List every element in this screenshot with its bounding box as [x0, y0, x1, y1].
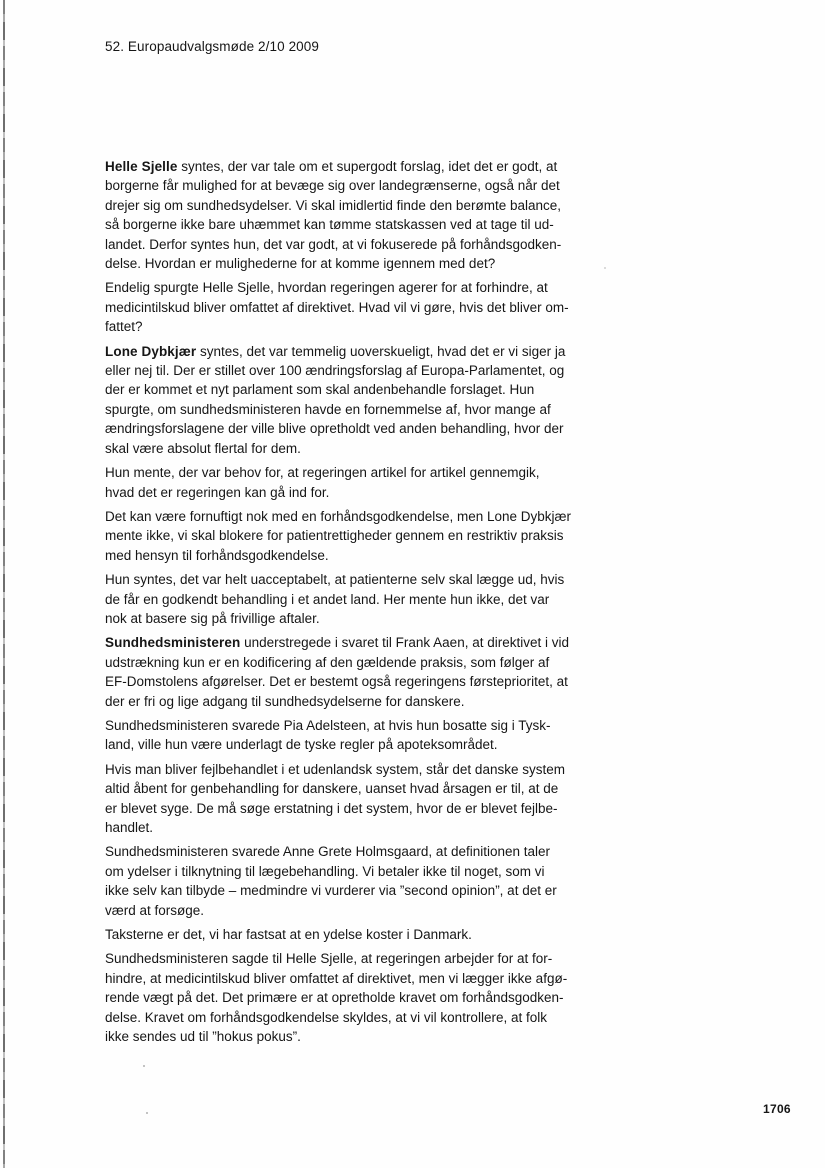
text-line: Endelig spurgte Helle Sjelle, hvordan regeringen agerer for at forhindre, at [105, 280, 548, 296]
text-line: spurgte, om sundhedsministeren havde en fornemmelse af, hvor mange af [105, 401, 551, 417]
paragraph [105, 716, 645, 755]
text-line: nok at basere sig på frivillige aftaler. [105, 610, 320, 626]
text-line: EF-Domstolens afgørelser. Det er bestemt også regeringens førsteprioritet, at [105, 674, 568, 690]
text-line: Taksterne er det, vi har fastsat at en ydelse koster i Danmark. [105, 927, 472, 943]
paragraph [105, 507, 645, 565]
text-line: ændringsforslagene der ville blive opretholdt ved anden behandling, hvor der [105, 421, 564, 437]
text-line: der er fri og lige adgang til sundhedsydelserne for danskere. [105, 693, 465, 709]
text-line: hvad det er regeringen kan gå ind for. [105, 484, 330, 500]
text-line: ikke sendes ud til ”hokus pokus”. [105, 1029, 301, 1045]
text-line: eller nej til. Der er stillet over 100 ændringsforslag af Europa-Parlamentet, og [105, 363, 565, 379]
speaker-name: Sundhedsministeren [105, 635, 241, 651]
text-line: værd at forsøge. [105, 902, 205, 918]
text-line: Sundhedsministeren sagde til Helle Sjelle, at regeringen arbejder for at for- [105, 951, 553, 967]
text-line: Hun mente, der var behov for, at regeringen artikel for artikel gennemgik, [105, 465, 540, 481]
text-line: Sundhedsministeren understregede i svaret til Frank Aaen, at direktivet i vid [105, 635, 569, 651]
scan-speck [604, 267, 606, 269]
text-line: Det kan være fornuftigt nok med en forhåndsgodkendelse, men Lone Dybkjær [105, 508, 572, 524]
page-header: 52. Europaudvalgsmøde 2/10 2009 [105, 39, 319, 54]
text-line: ikke selv kan tilbyde – medmindre vi vurderer via ”second opinion”, at det er [105, 883, 557, 899]
text-line: landet. Derfor syntes hun, det var godt, at vi fokuserede på forhåndsgodken- [105, 236, 562, 252]
text-line: hindre, at medicintilskud bliver omfattet af direktivet, men vi lægger ikke afgø- [105, 970, 568, 986]
text-line: medicintilskud bliver omfattet af direktivet. Hvad vil vi gøre, hvis det bliver om- [105, 299, 569, 315]
paragraph [105, 278, 645, 336]
text-line: der er kommet et nyt parlament som skal andenbehandle forslaget. Hun [105, 382, 535, 398]
text-line: Helle Sjelle syntes, der var tale om et supergodt forslag, idet det er godt, at [105, 159, 558, 174]
text-line: om ydelser i tilknytning til lægebehandling. Vi betaler ikke til noget, som vi [105, 863, 545, 879]
page-number: 1706 [763, 1102, 791, 1116]
text-line: Sundhedsministeren svarede Anne Grete Holmsgaard, at definitionen taler [105, 844, 551, 860]
text-line: Lone Dybkjær syntes, det var temmelig uoverskueligt, hvad det er vi siger ja [105, 343, 566, 359]
text-line: udstrækning kun er en kodificering af den gældende praksis, som følger af [105, 654, 550, 670]
text-line: fattet? [105, 319, 143, 335]
speaker-name: Lone Dybkjær [105, 343, 197, 359]
text-line: borgerne får mulighed for at bevæge sig over landegrænserne, også når det [105, 178, 560, 194]
text-line: altid åbent for genbehandling for danskere, uanset hvad årsagen er til, at de [105, 781, 559, 797]
paragraph [105, 633, 645, 711]
paragraph [105, 463, 645, 502]
text-line: delse. Hvordan er mulighederne for at komme igennem med det? [105, 256, 496, 272]
text-line: med hensyn til forhåndsgodkendelse. [105, 547, 329, 563]
text-line: er blevet syge. De må søge erstatning i det system, hvor de er blevet fejlbe- [105, 800, 558, 816]
text-line: så borgerne ikke bare uhæmmet kan tømme statskassen ved at tage til ud- [105, 217, 554, 233]
scan-edge-artifact [3, 0, 5, 1168]
text-line: Hun syntes, det var helt uacceptabelt, at patienterne selv skal lægge ud, hvis [105, 572, 565, 588]
text-line: Sundhedsministeren svarede Pia Adelsteen, at hvis hun bosatte sig i Tysk- [105, 717, 551, 733]
scan-speck [143, 1065, 145, 1067]
text-line: drejer sig om sundhedsydelser. Vi skal imidlertid finde den berømte balance, [105, 197, 561, 213]
text-line: delse. Kravet om forhåndsgodkendelse skyldes, at vi vil kontrollere, at folk [105, 1009, 547, 1025]
text-line: rende vægt på det. Det primære er at opretholde kravet om forhåndsgodken- [105, 990, 564, 1006]
paragraph [105, 925, 645, 944]
text-line: skal være absolut flertal for dem. [105, 440, 301, 456]
text-line: handlet. [105, 820, 154, 835]
text-line: de får en godkendt behandling i et andet land. Her mente hun ikke, det var [105, 591, 550, 607]
text-line: land, ville hun være underlagt de tyske regler på apoteksområdet. [105, 737, 498, 753]
paragraph [105, 570, 645, 628]
paragraph [105, 842, 645, 920]
paragraph [105, 342, 645, 458]
text-line: mente ikke, vi skal blokere for patientrettigheder gennem en restriktiv praksis [105, 528, 564, 544]
paragraph [105, 949, 645, 1046]
document-body [105, 157, 645, 1051]
text-line: Hvis man bliver fejlbehandlet i et udenlandsk system, står det danske system [105, 761, 565, 777]
paragraph [105, 157, 645, 273]
scan-speck [146, 1112, 148, 1114]
paragraph [105, 760, 645, 838]
speaker-name: Helle Sjelle [105, 159, 178, 174]
